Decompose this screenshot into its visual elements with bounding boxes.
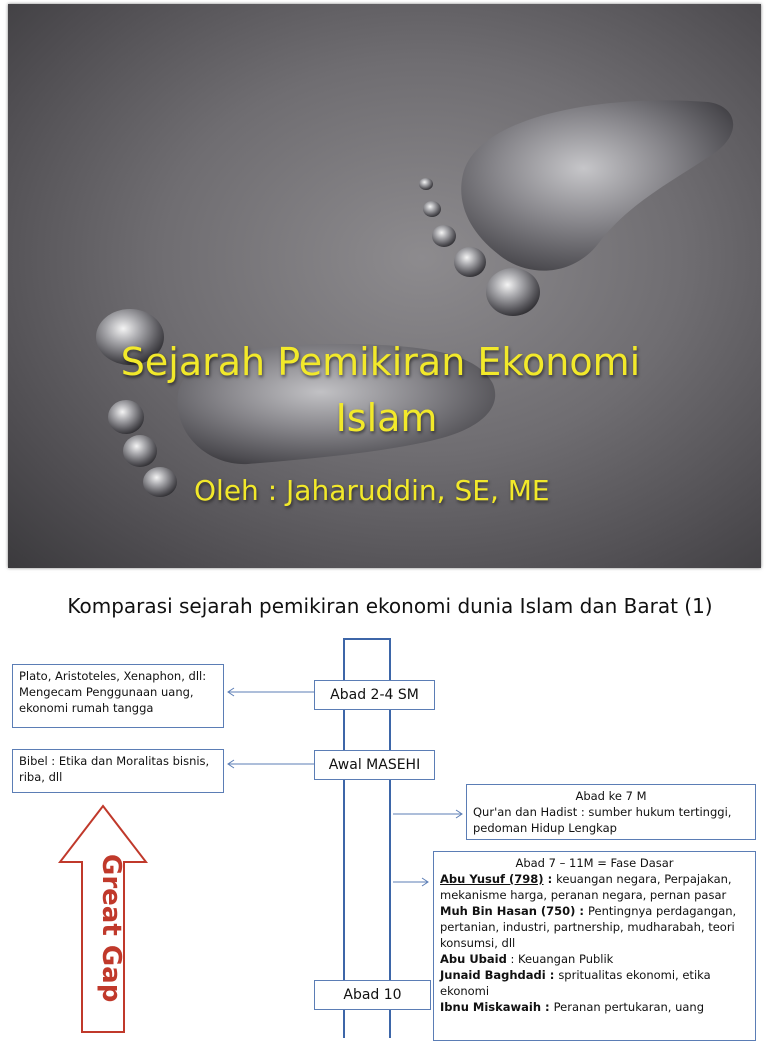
slide-title: Komparasi sejarah pemikiran ekonomi dunia Islam dan Barat (1) xyxy=(67,594,713,618)
great-gap-label: Great Gap xyxy=(96,854,126,1003)
scholar-name: Junaid Baghdadi xyxy=(440,968,546,982)
scholar-name: Abu Ubaid xyxy=(440,952,507,966)
west-box-bible xyxy=(12,749,224,793)
islam-box-fase-dasar xyxy=(433,851,756,1041)
separator: : xyxy=(541,1000,554,1014)
separator: : xyxy=(543,872,557,886)
great-gap-arrow xyxy=(58,804,148,1034)
west-box-text: Plato, Aristoteles, Xenaphon, dll: Mengecam Penggunaan uang, ekonomi rumah tangga xyxy=(19,669,207,715)
scholar-name: Ibnu Miskawaih xyxy=(440,1000,542,1014)
islam-box-heading: Abad 7 – 11M = Fase Dasar xyxy=(515,856,674,870)
scholar-name: Abu Yusuf (798) xyxy=(440,872,544,886)
scholar-contribution: Peranan pertukaran, uang xyxy=(553,1000,705,1014)
islam-box-text: Qur'an dan Hadist : sumber hukum tertinggi, pedoman Hidup Lengkap xyxy=(473,805,732,835)
west-box-text: Bibel : Etika dan Moralitas bisnis, riba, dll xyxy=(19,754,210,784)
islam-box-heading: Abad ke 7 M xyxy=(575,789,647,803)
islam-box-abad-7 xyxy=(466,784,756,840)
separator: : xyxy=(575,904,589,918)
scholar-entry xyxy=(440,999,749,1015)
scholar-name: Muh Bin Hasan (750) xyxy=(440,904,576,918)
scholar-contribution: keuangan negara, Perpajakan, mekanisme harga, peranan negara, pernan pasar xyxy=(440,872,732,902)
era-box-awal-masehi: Awal MASEHI xyxy=(314,750,435,780)
presentation-title-line-2: Islam xyxy=(335,396,438,440)
scholar-contribution: Keuangan Publik xyxy=(518,952,614,966)
era-box-abad-2-4-sm: Abad 2-4 SM xyxy=(314,680,435,710)
scholar-entry xyxy=(440,871,749,903)
title-slide xyxy=(8,4,761,568)
scholar-entry xyxy=(440,967,749,999)
separator: : xyxy=(545,968,559,982)
scholar-entry xyxy=(440,951,749,967)
scholar-contribution: spritualitas ekonomi, etika ekonomi xyxy=(440,968,711,998)
presentation-title-line-1: Sejarah Pemikiran Ekonomi xyxy=(120,340,641,384)
scholar-entry xyxy=(440,903,749,951)
author-line: Oleh : Jaharuddin, SE, ME xyxy=(194,474,550,507)
west-box-greek-philosophers xyxy=(12,664,224,728)
comparison-slide xyxy=(0,578,768,1024)
separator: : xyxy=(506,952,519,966)
era-box-abad-10: Abad 10 xyxy=(314,980,431,1010)
scholar-contribution: Pentingnya perdagangan, pertanian, industri, partnership, mudharabah, teori konsumsi, dll xyxy=(440,904,737,950)
